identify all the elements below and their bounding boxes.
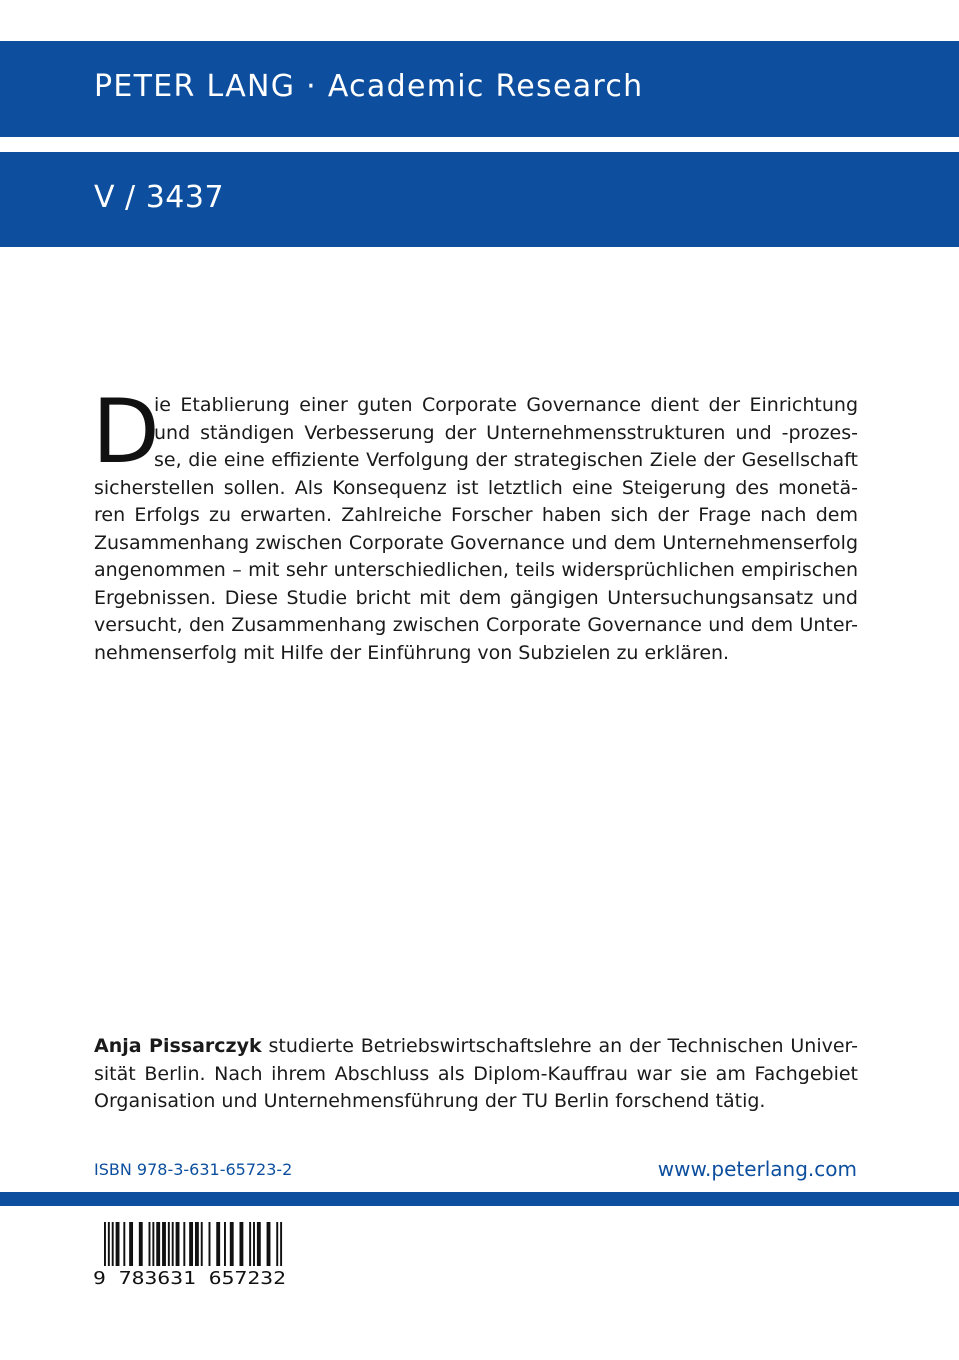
barcode-bar	[139, 1222, 143, 1266]
abstract-line: ie Etablierung einer guten Corporate Governance dient der Einrichtung	[154, 394, 858, 416]
publisher-title: PETER LANG · Academic Research	[94, 69, 644, 104]
footer-rule	[0, 1192, 959, 1206]
barcode-bar	[112, 1222, 114, 1266]
author-bio	[94, 1033, 858, 1116]
barcode-bar	[149, 1222, 151, 1266]
barcode-bar	[239, 1222, 243, 1266]
abstract-line: nehmenserfolg mit Hilfe der Einführung von Subzielen zu erklären.	[94, 641, 730, 664]
author-name: Anja Pissarczyk	[94, 1035, 262, 1057]
series-banner	[0, 152, 959, 247]
series-number: V / 3437	[94, 180, 225, 215]
author-bio-text: studierte Betriebswirtschaftslehre an der Technischen Univer-	[261, 1035, 858, 1057]
barcode-bar	[201, 1222, 203, 1266]
abstract-line: sicherstellen sollen. Als Konsequenz ist letztlich eine Steigerung des monetä-	[94, 476, 858, 499]
author-bio-line	[94, 1033, 858, 1061]
abstract-line: Zusammenhang zwischen Corporate Governance und dem Unternehmenserfolg	[94, 531, 858, 554]
barcode-bar	[276, 1222, 278, 1266]
barcode-bar	[216, 1222, 220, 1266]
barcode-bar	[156, 1222, 160, 1266]
barcode-bar	[172, 1222, 174, 1266]
barcode-bar	[116, 1222, 120, 1266]
barcode-bar	[104, 1222, 106, 1266]
abstract-line: se, die eine effiziente Verfolgung der strategischen Ziele der Gesellschaft	[154, 449, 858, 471]
barcode-bars	[104, 1222, 282, 1266]
barcode-bar	[267, 1222, 271, 1266]
abstract-line: Ergebnissen. Diese Studie bricht mit dem gängigen Untersuchungsansatz und	[94, 586, 858, 609]
barcode-bar	[162, 1222, 166, 1266]
barcode-bar	[230, 1222, 234, 1266]
barcode-bar	[189, 1222, 193, 1266]
barcode-bar	[257, 1222, 261, 1266]
barcode-bar	[123, 1222, 125, 1266]
author-bio-line: sität Berlin. Nach ihrem Abschluss als Diplom-Kauffrau war sie am Fachgebiet	[94, 1062, 858, 1085]
barcode-bar	[195, 1222, 199, 1266]
abstract-line: versucht, den Zusammenhang zwischen Corporate Governance und dem Unter-	[94, 614, 858, 636]
barcode-bar	[183, 1222, 185, 1266]
barcode-bar	[224, 1222, 226, 1266]
publisher-website-link[interactable]: www.peterlang.com	[657, 1157, 857, 1181]
barcode-bar	[176, 1222, 180, 1266]
barcode-digits: 9 783631 657232	[93, 1268, 286, 1286]
barcode-bar	[108, 1222, 110, 1266]
barcode-bar	[129, 1222, 133, 1266]
barcode-bar	[152, 1222, 154, 1266]
author-bio-line: Organisation und Unternehmensführung der TU Berlin forschend tätig.	[94, 1090, 766, 1112]
publisher-banner	[0, 41, 959, 137]
abstract-line: angenommen – mit sehr unterschiedlichen, teils widersprüchlichen empirischen	[94, 559, 858, 581]
abstract-line: und ständigen Verbesserung der Unternehmensstrukturen und -prozes-	[154, 421, 858, 444]
abstract-text	[92, 380, 858, 667]
drop-cap-letter: D	[92, 380, 160, 483]
barcode-bar	[249, 1222, 251, 1266]
abstract-line: ren Erfolgs zu erwarten. Zahlreiche Forscher haben sich der Frage nach dem	[94, 504, 858, 526]
barcode-bar	[209, 1222, 211, 1266]
barcode-bar	[280, 1222, 282, 1266]
isbn-number: ISBN 978-3-631-65723-2	[94, 1160, 293, 1179]
barcode-bar	[168, 1222, 170, 1266]
barcode-bar	[253, 1222, 255, 1266]
isbn-barcode	[92, 1222, 288, 1286]
